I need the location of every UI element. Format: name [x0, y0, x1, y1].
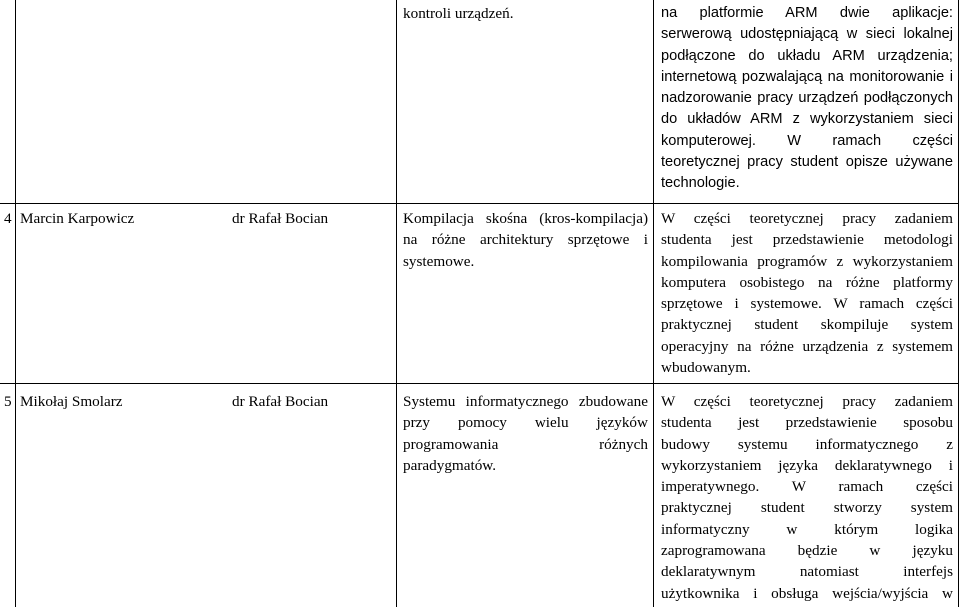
table-row-title: kontroli urządzeń. — [403, 5, 514, 22]
table-column-divider — [653, 0, 654, 607]
table-column-divider — [396, 0, 397, 607]
table-row-student: Marcin Karpowicz — [20, 210, 135, 227]
table-row-number: 4 — [4, 210, 12, 227]
table-row-description: W części teoretycznej pracy zadaniem studenta jest przedstawienie metodologi kompilowania programów z wykorzystaniem komputera osobistego na różne platformy sprzętowe i systemowe. W ramach części praktycznej student skompiluje system operacyjny na różne urządzenia z systemem wbudowanym. — [661, 210, 953, 377]
table-row-title: Systemu informatycznego zbudowane przy pomocy wielu języków programowania różnych paradygmatów. — [403, 393, 648, 474]
table-row-description: na platformie ARM dwie aplikacje: serwerową udostępniającą w sieci lokalnej podłączone do układu ARM urządzenia; internetową pozwalającą na monitorowanie i nadzorowanie pracy urządzeń podłączonych do układów ARM z wykorzystaniem sieci komputerowej. W ramach części teoretycznej pracy student opisze używane technologie. — [661, 5, 953, 192]
table-row-supervisor: dr Rafał Bocian — [232, 393, 329, 410]
table-row-divider — [0, 383, 959, 384]
table-row-description: W części teoretycznej pracy zadaniem studenta jest przedstawienie sposobu budowy systemu informatycznego z wykorzystaniem języka deklaratywnego i imperatywnego. W ramach części praktycznej student stworzy system informatyczny w którym logika zaprogramowana będzie w języku deklaratywnym natomiast interfejs użytkownika i obsługa wejścia/wyjścia w — [661, 393, 953, 602]
table-row-student: Mikołaj Smolarz — [20, 393, 123, 410]
table-row-number: 5 — [4, 393, 12, 410]
table-row-supervisor: dr Rafał Bocian — [232, 210, 329, 227]
table-row-title: Kompilacja skośna (kros-kompilacja) na różne architektury sprzętowe i systemowe. — [403, 210, 648, 270]
table-row-divider — [0, 203, 959, 204]
table-border-left — [15, 0, 16, 607]
